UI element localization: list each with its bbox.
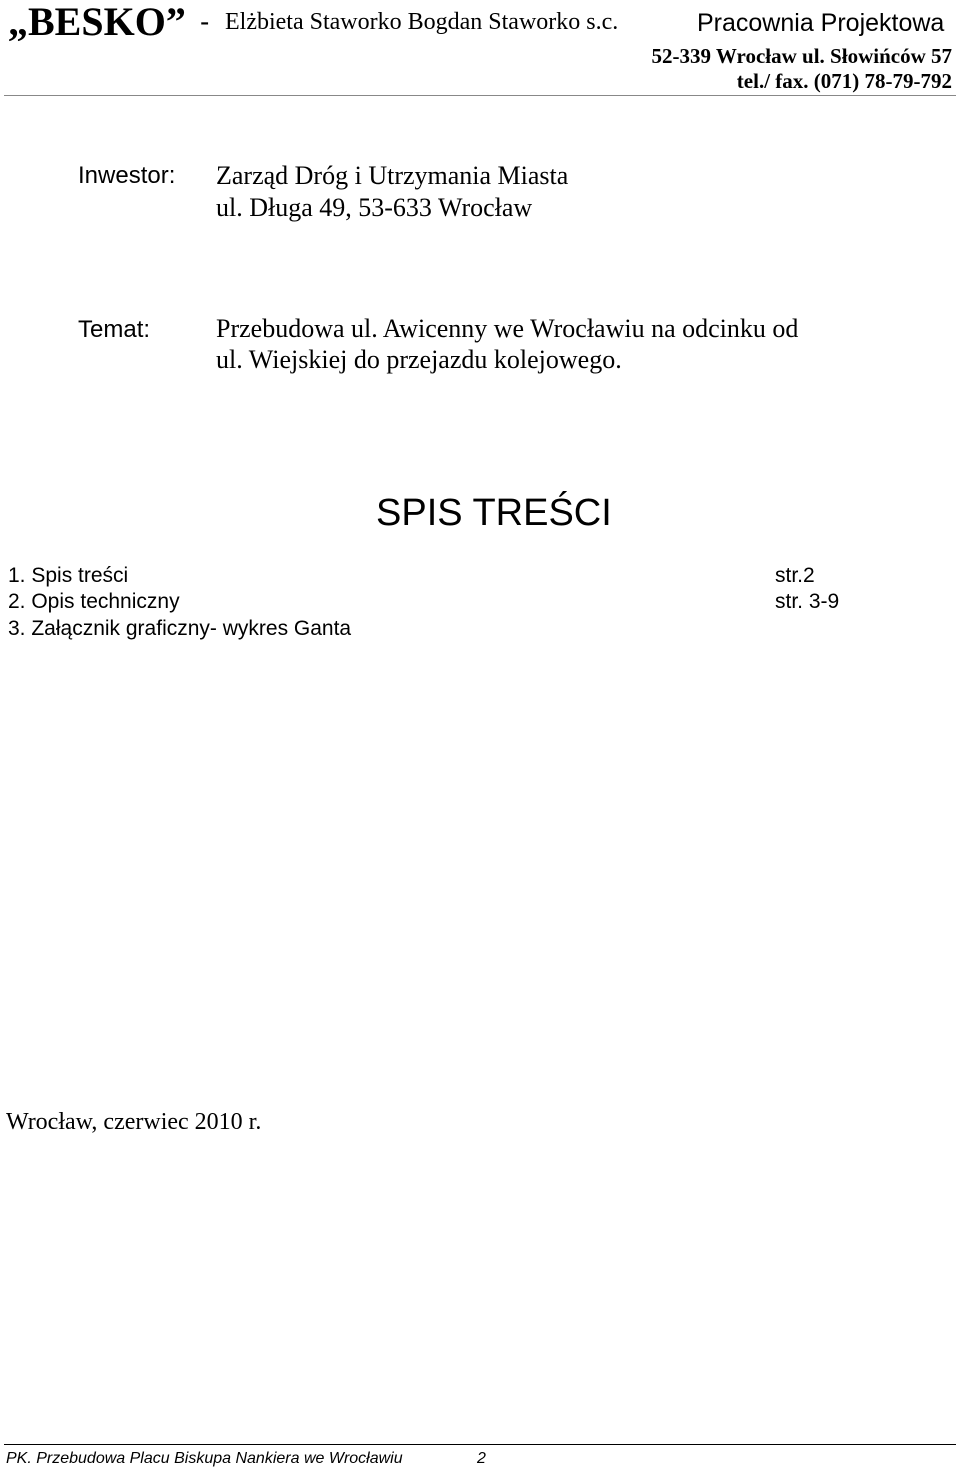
toc-entry-page: str. 3-9 (775, 590, 840, 613)
investor-label: Inwestor: (78, 162, 176, 189)
toc-entry-label: 3. Załącznik graficzny- wykres Ganta (8, 617, 352, 640)
topic-text-line-2: ul. Wiejskiej do przejazdu kolejowego. (216, 345, 622, 374)
studio-name: Pracownia Projektowa (697, 9, 945, 37)
place-and-date: Wrocław, czerwiec 2010 r. (6, 1109, 262, 1135)
company-owners: Elżbieta Staworko Bogdan Staworko s.c. (225, 9, 619, 35)
company-address: 52-339 Wrocław ul. Słowińców 57 (651, 44, 952, 68)
topic-label: Temat: (78, 316, 151, 343)
company-phone: tel./ fax. (071) 78-79-792 (736, 69, 952, 93)
toc-entry-label: 1. Spis treści (8, 564, 129, 587)
toc-entry-page: str.2 (775, 564, 815, 587)
footer-title: PK. Przebudowa Placu Biskupa Nankiera we Wrocławiu (6, 1450, 403, 1467)
investor-address: ul. Długa 49, 53-633 Wrocław (216, 193, 533, 222)
toc-entry-label: 2. Opis techniczny (8, 590, 180, 613)
footer-page-number: 2 (477, 1450, 486, 1467)
header-divider (4, 95, 956, 96)
company-brand: „BESKO” (8, 0, 186, 44)
toc-heading: SPIS TREŚCI (376, 492, 612, 534)
footer-divider (4, 1444, 956, 1445)
investor-name: Zarząd Dróg i Utrzymania Miasta (216, 161, 569, 190)
brand-dash: - (200, 6, 210, 37)
topic-text-line-1: Przebudowa ul. Awicenny we Wrocławiu na odcinku od (216, 314, 799, 343)
